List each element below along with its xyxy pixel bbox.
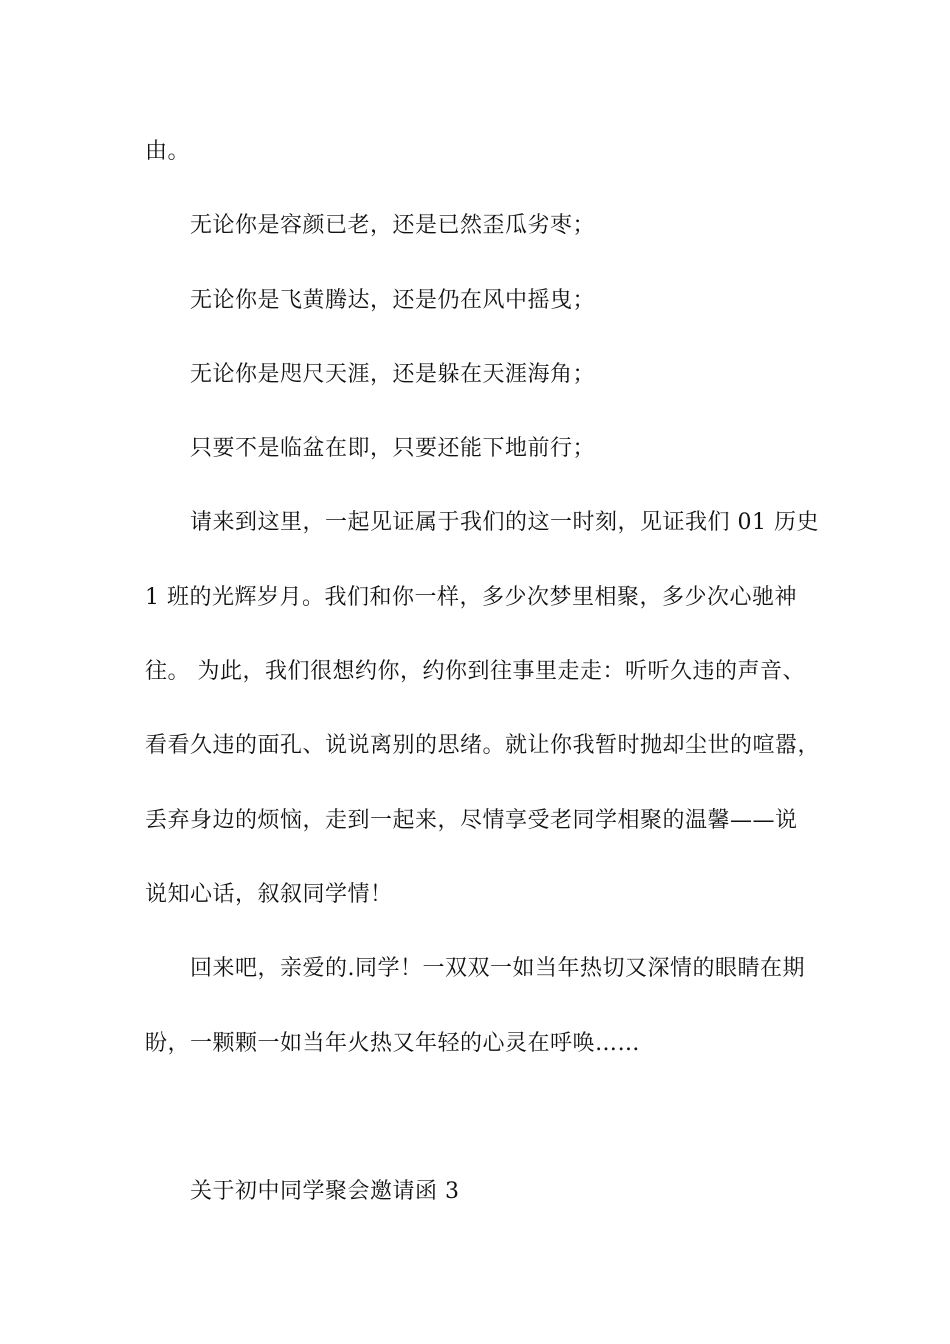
text-line: 由。: [145, 139, 191, 164]
text-line: 无论你是容颜已老，还是已然歪瓜劣枣；: [190, 213, 596, 238]
text-line: 请来到这里，一起见证属于我们的这一时刻，见证我们 01 历史: [190, 510, 819, 535]
text-line: 只要不是临盆在即，只要还能下地前行；: [190, 436, 596, 461]
text-line: 看看久违的面孔、说说离别的思绪。就让你我暂时抛却尘世的喧嚣，: [145, 733, 821, 758]
section-heading: 关于初中同学聚会邀请函 3: [190, 1179, 460, 1204]
text-line: 1 班的光辉岁月。我们和你一样，多少次梦里相聚，多少次心驰神: [145, 585, 797, 610]
text-line: 无论你是咫尺天涯，还是躲在天涯海角；: [190, 362, 596, 387]
text-line: 说知心话，叙叙同学情！: [145, 882, 393, 907]
text-line: 回来吧，亲爱的.同学！一双双一如当年热切又深情的眼睛在期: [190, 956, 805, 981]
text-line: 往。 为此，我们很想约你，约你到往事里走走：听听久违的声音、: [145, 659, 805, 684]
text-line: 丢弃身边的烦恼，走到一起来，尽情享受老同学相聚的温馨——说: [145, 808, 798, 833]
text-line: 无论你是飞黄腾达，还是仍在风中摇曳；: [190, 288, 596, 313]
text-line: 盼，一颗颗一如当年火热又年轻的心灵在呼唤……: [145, 1031, 641, 1056]
